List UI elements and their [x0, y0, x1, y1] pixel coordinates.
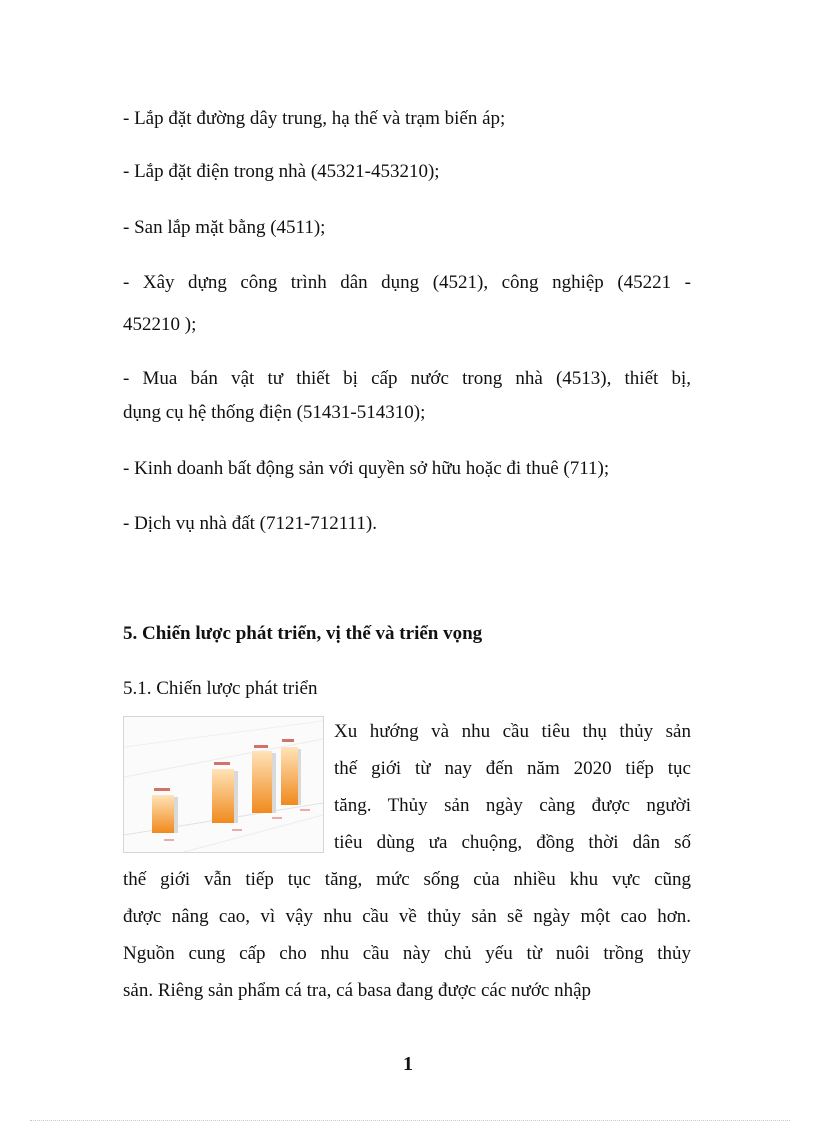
- bar-chart-graphic: [124, 717, 323, 852]
- chart-bar: [152, 795, 174, 833]
- axis-label-mark: [232, 829, 242, 831]
- list-item: - Lắp đặt đường dây trung, hạ thế và trạm biến áp;: [123, 108, 506, 129]
- bar-label-mark: [214, 762, 230, 765]
- list-item: - Mua bán vật tư thiết bị cấp nước trong nhà (4513), thiết bị,: [123, 368, 691, 389]
- section-heading: 5. Chiến lược phát triển, vị thế và triển vọng: [123, 623, 483, 644]
- list-item: - San lắp mặt bằng (4511);: [123, 217, 326, 238]
- body-text-line: tăng. Thủy sản ngày càng được người: [334, 795, 691, 816]
- list-item: - Xây dựng công trình dân dụng (4521), công nghiệp (45221 -: [123, 272, 691, 293]
- body-text-line: được nâng cao, vì vậy nhu cầu về thủy sản sẽ ngày một cao hơn.: [123, 906, 691, 927]
- bar-chart-image: [123, 716, 324, 853]
- chart-bar: [212, 769, 234, 823]
- axis-label-mark: [164, 839, 174, 841]
- body-text-line: thế giới từ nay đến năm 2020 tiếp tục: [334, 758, 691, 779]
- body-text-line: thế giới vẫn tiếp tục tăng, mức sống của nhiều khu vực cũng: [123, 869, 691, 890]
- bar-label-mark: [154, 788, 170, 791]
- body-text-line: tiêu dùng ưa chuộng, đồng thời dân số: [334, 832, 691, 853]
- list-item-continuation: dụng cụ hệ thống điện (51431-514310);: [123, 402, 426, 423]
- body-text-line: sản. Riêng sản phẩm cá tra, cá basa đang được các nước nhập: [123, 980, 592, 1001]
- body-text-line: Xu hướng và nhu cầu tiêu thụ thủy sản: [334, 721, 691, 742]
- chart-bar-side: [298, 749, 301, 805]
- bar-label-mark: [282, 739, 294, 742]
- grid-line: [184, 815, 323, 852]
- subsection-heading: 5.1. Chiến lược phát triển: [123, 678, 318, 699]
- chart-bar-side: [272, 753, 276, 813]
- list-item: - Dịch vụ nhà đất (7121-712111).: [123, 513, 377, 534]
- list-item-continuation: 452210 );: [123, 314, 197, 335]
- axis-label-mark: [272, 817, 282, 819]
- list-item: - Lắp đặt điện trong nhà (45321-453210);: [123, 161, 440, 182]
- page-bottom-divider: [30, 1120, 790, 1121]
- page-number: 1: [403, 1053, 413, 1075]
- chart-bar: [281, 747, 298, 805]
- bar-label-mark: [254, 745, 268, 748]
- list-item: - Kinh doanh bất động sản với quyền sở hữu hoặc đi thuê (711);: [123, 458, 610, 479]
- grid-line: [124, 721, 323, 747]
- body-text-line: Nguồn cung cấp cho nhu cầu này chủ yếu từ nuôi trồng thủy: [123, 943, 691, 964]
- chart-bar: [252, 751, 272, 813]
- chart-bar-side: [174, 797, 178, 833]
- chart-bar-side: [234, 771, 238, 823]
- axis-label-mark: [300, 809, 310, 811]
